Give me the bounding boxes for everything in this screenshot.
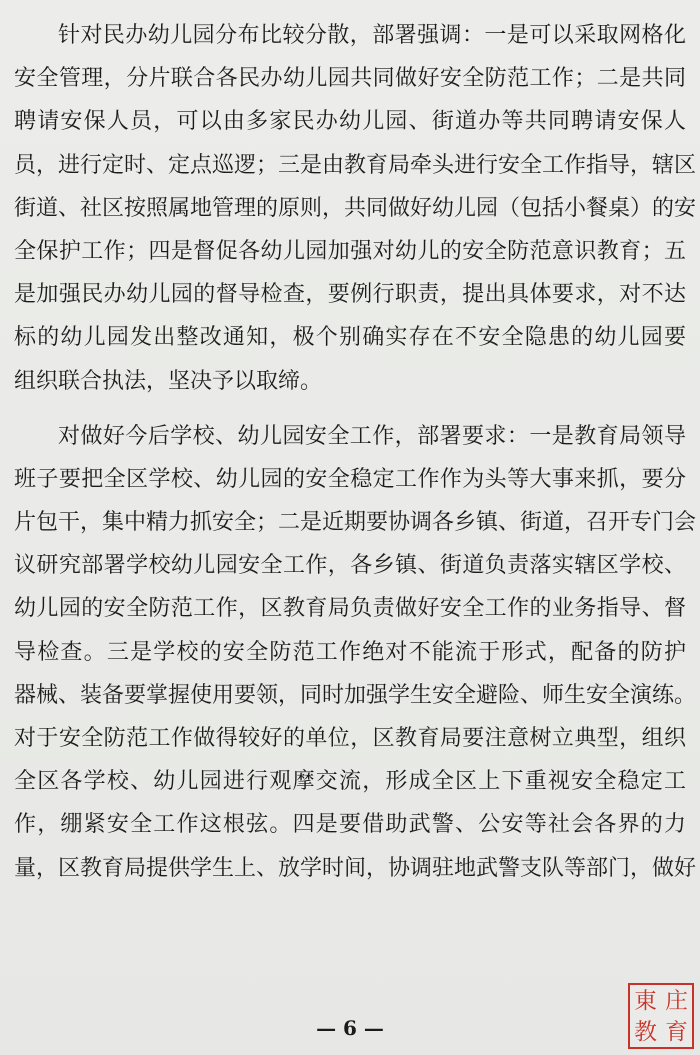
paragraph-2-line: 量，区教育局提供学生上、放学时间，协调驻地武警支队等部门，做好 <box>14 855 697 881</box>
paragraph-1-line: 标的幼儿园发出整改通知，极个别确实存在不安全隐患的幼儿园要 <box>14 325 686 351</box>
paragraph-1-line: 街道、社区按照属地管理的原则，共同做好幼儿园（包括小餐桌）的安 <box>14 195 697 221</box>
paragraph-1-line: 组织联合执法，坚决予以取缔。 <box>14 368 323 394</box>
paragraph-2-line: 导检查。三是学校的安全防范工作绝对不能流于形式，配备的防护 <box>14 639 686 665</box>
red-seal-stamp <box>628 983 694 1049</box>
paragraph-2-line: 器械、装备要掌握使用要领，同时加强学生安全避险、师生安全演练。 <box>14 682 697 708</box>
paragraph-1-line: 针对民办幼儿园分布比较分散，部署强调：一是可以采取网格化 <box>58 23 686 48</box>
paragraph-2-line: 片包干，集中精力抓安全；二是近期要协调各乡镇、街道，召开专门会 <box>14 510 697 536</box>
paragraph-2-line: 对做好今后学校、幼儿园安全工作，部署要求：一是教育局领导 <box>58 423 686 449</box>
paragraph-2-line: 作，绷紧安全工作这根弦。四是要借助武警、公安等社会各界的力 <box>14 812 686 838</box>
paragraph-1-line: 员，进行定时、定点巡逻；三是由教育局牵头进行安全工作指导，辖区 <box>14 152 697 178</box>
paragraph-2-line: 对于安全防范工作做得较好的单位，区教育局要注意树立典型，组织 <box>14 726 686 751</box>
paragraph-gap <box>14 403 686 415</box>
paragraph-2-line: 议研究部署学校幼儿园安全工作，各乡镇、街道负责落实辖区学校、 <box>14 553 686 579</box>
paragraph-1-line: 聘请安保人员，可以由多家民办幼儿园、街道办等共同聘请安保人 <box>14 109 686 135</box>
paragraph-2-line: 幼儿园的安全防范工作，区教育局负责做好安全工作的业务指导、督 <box>14 596 686 622</box>
paragraph-2-line: 全区各学校、幼儿园进行观摩交流，形成全区上下重视安全稳定工 <box>14 769 686 795</box>
page-number: — 6 — <box>316 1016 384 1040</box>
paragraph-1-line: 全保护工作；四是督促各幼儿园加强对幼儿的安全防范意识教育；五 <box>14 238 686 264</box>
stamp-character: 東 <box>634 987 657 1014</box>
paragraph-1-line: 是加强民办幼儿园的督导检查，要例行职责，提出具体要求，对不达 <box>14 282 686 308</box>
stamp-character: 庄 <box>665 987 688 1014</box>
paragraph-2-line: 班子要把全区学校、幼儿园的安全稳定工作作为头等大事来抓，要分 <box>14 466 686 492</box>
stamp-character: 教 <box>634 1018 657 1045</box>
paragraph-1-line: 安全管理，分片联合各民办幼儿园共同做好安全防范工作；二是共同 <box>14 66 686 92</box>
body-text <box>14 14 697 890</box>
stamp-character: 育 <box>665 1018 688 1045</box>
